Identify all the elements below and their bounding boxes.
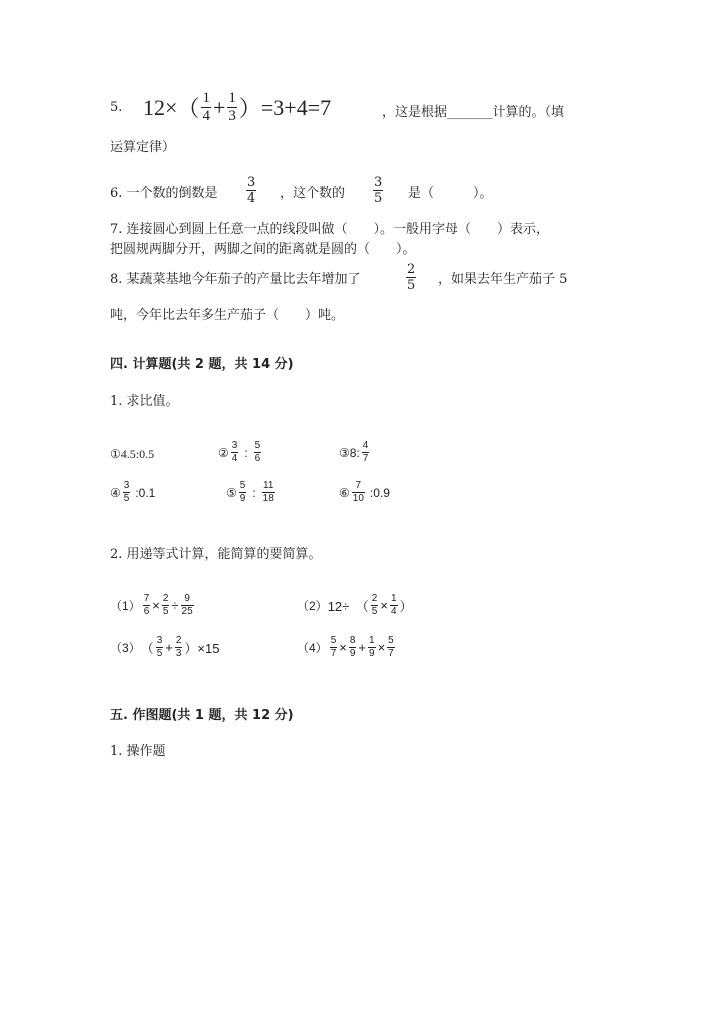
q8-tail: ，如果去年生产茄子 5 — [438, 272, 568, 287]
q5-rparen: ） — [238, 96, 261, 121]
q8-line2: 吨，今年比去年多生产茄子（ ）吨。 — [110, 308, 345, 323]
q5-rest: =3+4=7 — [260, 94, 332, 120]
q5-number: 5. — [110, 100, 123, 115]
q5-plus: + — [212, 94, 226, 120]
ratio-item-3: ③8: $\frac{4}{7}$ — [339, 440, 369, 464]
calc-expression-4: （4） $\frac{5}{7}$ × $\frac{8}{9}$ + $\frac{1}{9}$ × $\frac{5}{7}$ — [297, 635, 394, 659]
q5-expression — [143, 91, 331, 124]
sec4-problem-1-title: 1. 求比值。 — [110, 394, 179, 409]
calc-expression-1: （1） $\frac{7}{6}$ × $\frac{2}{5}$ ÷ $\frac{9}{25}$ — [110, 593, 193, 617]
q8-lead: 8. 某蔬菜基地今年茄子的产量比去年增加了 — [110, 272, 361, 287]
q6-fraction-1: $\frac{3}{4}$ — [247, 175, 256, 206]
q6-fraction-2: $\frac{3}{5}$ — [374, 175, 383, 206]
q7-line1: 7. 连接圆心到圆上任意一点的线段叫做（ ）。一般用字母（ ）表示， — [110, 222, 550, 237]
q8-fraction: $\frac{2}{5}$ — [407, 262, 416, 293]
calc-expression-3: （3） （ $\frac{3}{5}$ + $\frac{2}{3}$ ）×15 — [110, 635, 220, 659]
q5-fraction-1: $\frac{1}{4}$ — [202, 90, 210, 124]
q6-mid: ，这个数的 — [280, 186, 346, 201]
ratio-item-2: ② $\frac{3}{4}$ : $\frac{5}{6}$ — [218, 440, 261, 464]
q5-line2: 运算定律） — [110, 140, 176, 155]
q5-lparen: （ — [177, 96, 200, 121]
q5-tail: ，这是根据_______计算的。（填 — [382, 105, 565, 120]
ratio-item-1: ①4.5:0.5 — [110, 447, 155, 461]
sec4-problem-2-title: 2. 用递等式计算，能简算的要简算。 — [110, 547, 322, 562]
ratio-item-6: ⑥ $\frac{7}{10}$ :0.9 — [339, 480, 390, 504]
q6-tail: 是（ ）。 — [408, 186, 493, 201]
section-4-heading: 四. 计算题(共 2 题，共 14 分) — [110, 357, 294, 372]
q6-lead: 6. 一个数的倒数是 — [110, 186, 218, 201]
section-5-heading: 五. 作图题(共 1 题，共 12 分) — [110, 708, 294, 723]
q5-fraction-2: $\frac{1}{3}$ — [228, 90, 236, 124]
calc-expression-2: （2） 12÷ （ $\frac{2}{5}$ × $\frac{1}{4}$ ） — [297, 593, 413, 617]
q5-lead: 12× — [143, 94, 178, 120]
q7-line2: 把圆规两脚分开，两脚之间的距离就是圆的（ ）。 — [110, 242, 416, 257]
sec5-problem-1-title: 1. 操作题 — [110, 744, 166, 759]
ratio-item-4: ④ $\frac{3}{5}$ :0.1 — [110, 480, 156, 504]
ratio-item-5: ⑤ $\frac{5}{9}$ : $\frac{11}{18}$ — [226, 480, 274, 504]
